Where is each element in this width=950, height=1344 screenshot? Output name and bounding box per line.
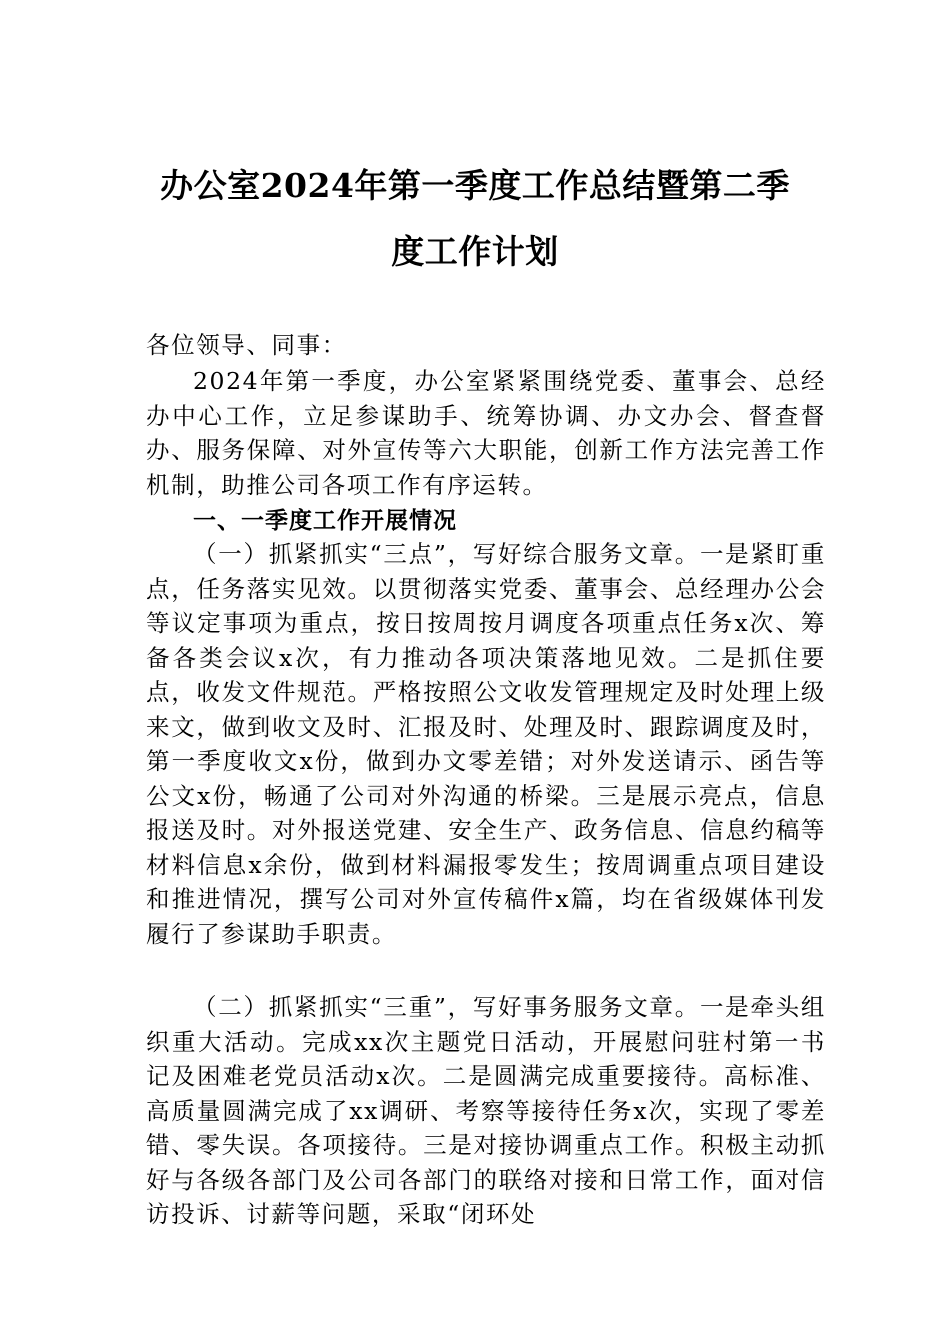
salutation: 各位领导、同事： (146, 331, 347, 359)
intro-paragraph: 2024年第一季度，办公室紧紧围绕党委、董事会、总经办中心工作，立足参谋助手、统筹协调、办文办会、督查督办、服务保障、对外宣传等六大职能，创新工作方法完善工作机制，助推公司各项工作有序运转。 (146, 367, 826, 499)
paragraph-item-1: （一）抓紧抓实“三点”，写好综合服务文章。一是紧盯重点，任务落实见效。以贯彻落实党委、董事会、总经理办公会等议定事项为重点，按日按周按月调度各项重点任务x次、筹备各类会议x次，有力推动各项决策落地见效。二是抓住要点，收发文件规范。严格按照公文收发管理规定及时处理上级来文，做到收文及时、汇报及时、处理及时、跟踪调度及时，第一季度收文x份，做到办文零差错；对外发送请示、函告等公文x份，畅通了公司对外沟通的桥梁。三是展示亮点，信息报送及时。对外报送党建、安全生产、政务信息、信息约稿等材料信息x余份，做到材料漏报零发生；按周调重点项目建设和推进情况，撰写公司对外宣传稿件x篇，均在省级媒体刊发履行了参谋助手职责。 (146, 540, 826, 948)
document-title-line-1: 办公室2024年第一季度工作总结暨第二季 (160, 166, 790, 205)
paragraph-item-2: （二）抓紧抓实“三重”，写好事务服务文章。一是牵头组织重大活动。完成xx次主题党日活动，开展慰问驻村第一书记及困难老党员活动x次。二是圆满完成重要接待。高标准、高质量圆满完成了xx调研、考察等接待任务x次，实现了零差错、零失误。各项接待。三是对接协调重点工作。积极主动抓好与各级各部门及公司各部门的联络对接和日常工作，面对信访投诉、讨薪等问题，采取“闭环处 (146, 993, 826, 1228)
section-heading: 一、一季度工作开展情况 (193, 508, 457, 534)
document-title-line-2: 度工作计划 (391, 232, 559, 271)
